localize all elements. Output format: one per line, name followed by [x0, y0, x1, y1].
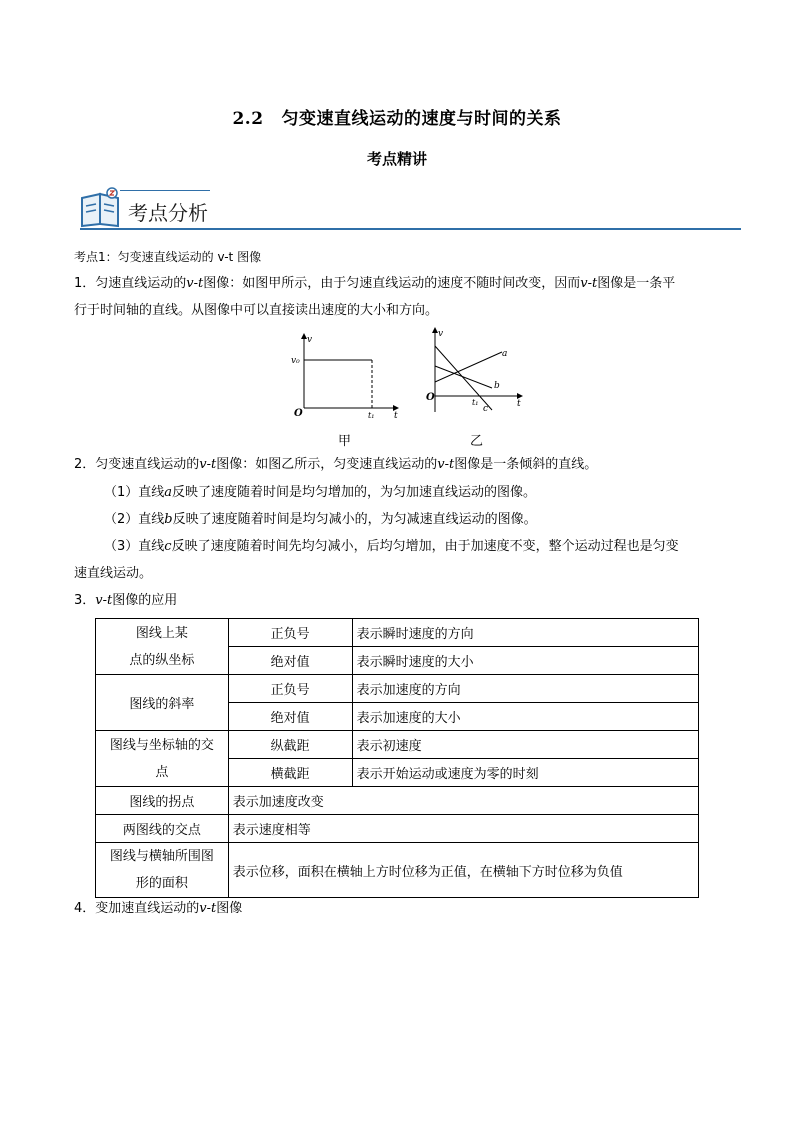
table-cell: 表示加速度改变 — [228, 787, 698, 815]
table-cell: 两图线的交点 — [96, 815, 229, 843]
item3-text: 反映了速度随着时间先均匀减小，后均匀增加，由于加速度不变，整个运动过程也是匀变 — [171, 539, 679, 554]
figure-yi — [422, 324, 532, 416]
yi-t-label: t — [517, 399, 521, 409]
r1-group-line2: 点的纵坐标 — [129, 652, 195, 668]
yi-origin-label: O — [426, 392, 435, 403]
table-cell: 正负号 — [228, 675, 352, 703]
item1-var: a — [164, 485, 173, 500]
p4-suffix: 图像 — [216, 901, 243, 916]
figure-yi-caption: 乙 — [470, 434, 484, 449]
banner-label: 考点分析 — [128, 201, 208, 225]
table-row — [96, 815, 699, 843]
jia-v0-label: v₀ — [291, 356, 300, 366]
r1-group-line1: 图线上某 — [135, 625, 188, 641]
jia-v-label: v — [307, 335, 313, 345]
banner-underline — [80, 228, 741, 230]
p4-var: v-t — [199, 901, 217, 916]
jia-origin-label: O — [294, 408, 303, 419]
title-text: 匀变速直线运动的速度与时间的关系 — [281, 109, 562, 129]
p1-mid: 图像：如图甲所示，由于匀速直线运动的速度不随时间改变，因而 — [203, 276, 581, 291]
yi-b-label: b — [494, 381, 500, 391]
item-3 — [104, 538, 679, 556]
table-cell: 表示开始运动或速度为零的时刻 — [352, 759, 698, 787]
page-title — [0, 104, 794, 129]
paragraph-1-line2: 行于时间轴的直线。从图像中可以直接读出速度的大小和方向。 — [74, 303, 439, 318]
p3-var: v-t — [95, 593, 113, 608]
banner-top-rule — [120, 190, 210, 191]
p1-var1: v-t — [186, 276, 204, 291]
item-1 — [104, 484, 536, 502]
item1-prefix: （1）直线 — [104, 485, 165, 500]
item3-prefix: （3）直线 — [104, 539, 165, 554]
table-cell: 图线的拐点 — [96, 787, 229, 815]
table-cell: 绝对值 — [228, 647, 352, 675]
table-cell-group: 图线的斜率 — [96, 675, 229, 731]
p2-var1: v-t — [199, 457, 217, 472]
p3-suffix: 图像的应用 — [112, 593, 178, 608]
table-cell: 表示速度相等 — [228, 815, 698, 843]
table-cell: 表示初速度 — [352, 731, 698, 759]
section-number: 2.2 — [232, 109, 264, 129]
p1-suffix: 图像是一条平 — [597, 276, 676, 291]
item2-text: 反映了速度随着时间是均匀减小的，为匀减速直线运动的图像。 — [172, 512, 537, 527]
table-cell: 表示瞬时速度的方向 — [352, 619, 698, 647]
r3-group-line2: 点 — [155, 764, 169, 780]
jia-t-label: t — [394, 411, 398, 421]
figure-jia — [286, 330, 406, 425]
table-row — [96, 619, 699, 647]
table-cell: 表示瞬时速度的大小 — [352, 647, 698, 675]
yi-c-label: c — [483, 404, 489, 414]
book-icon — [78, 186, 126, 230]
item2-prefix: （2）直线 — [104, 512, 165, 527]
p1-prefix: 1．匀速直线运动的 — [74, 276, 187, 291]
p2-prefix: 2．匀变速直线运动的 — [74, 457, 200, 472]
table-row — [96, 675, 699, 703]
yi-line-a — [435, 352, 502, 382]
table-cell-group — [96, 619, 229, 675]
table-cell: 正负号 — [228, 619, 352, 647]
table-cell: 表示位移，面积在横轴上方时位移为正值，在横轴下方时位移为负值 — [228, 843, 698, 898]
item2-var: b — [164, 512, 173, 527]
table-cell: 横截距 — [228, 759, 352, 787]
table-row — [96, 731, 699, 759]
paragraph-2 — [74, 456, 597, 474]
table-cell — [96, 843, 229, 898]
p3-prefix: 3． — [74, 593, 96, 608]
p2-mid: 图像：如图乙所示，匀变速直线运动的 — [216, 457, 438, 472]
topic-heading: 考点1：匀变速直线运动的 v-t 图像 — [74, 250, 262, 264]
p2-suffix: 图像是一条倾斜的直线。 — [454, 457, 598, 472]
paragraph-1 — [74, 275, 734, 293]
table-row — [96, 787, 699, 815]
vt-application-table — [95, 618, 699, 898]
table-cell: 纵截距 — [228, 731, 352, 759]
r6-label-line1: 图线与横轴所围图 — [109, 849, 214, 864]
table-cell-group — [96, 731, 229, 787]
table-cell: 表示加速度的大小 — [352, 703, 698, 731]
jia-t1-label: t₁ — [368, 411, 375, 420]
yi-v-label: v — [438, 329, 444, 339]
yi-t1-label: t₁ — [472, 398, 479, 407]
item1-text: 反映了速度随着时间是均匀增加的，为匀加速直线运动的图像。 — [172, 485, 537, 500]
table-cell: 表示加速度的方向 — [352, 675, 698, 703]
item-3-line2: 速直线运动。 — [74, 566, 153, 581]
table-row — [96, 843, 699, 898]
table-cell: 绝对值 — [228, 703, 352, 731]
figure-jia-caption: 甲 — [338, 434, 352, 449]
r6-label-line2: 形的面积 — [135, 876, 188, 891]
item3-var: c — [164, 539, 172, 554]
p2-var2: v-t — [437, 457, 455, 472]
paragraph-4 — [74, 900, 242, 918]
item-2 — [104, 511, 537, 529]
r3-group-line1: 图线与坐标轴的交 — [109, 737, 214, 753]
paragraph-3 — [74, 592, 177, 610]
p4-prefix: 4．变加速直线运动的 — [74, 901, 200, 916]
p1-var2: v-t — [580, 276, 598, 291]
yi-a-label: a — [502, 349, 508, 359]
page-subtitle: 考点精讲 — [366, 150, 427, 168]
